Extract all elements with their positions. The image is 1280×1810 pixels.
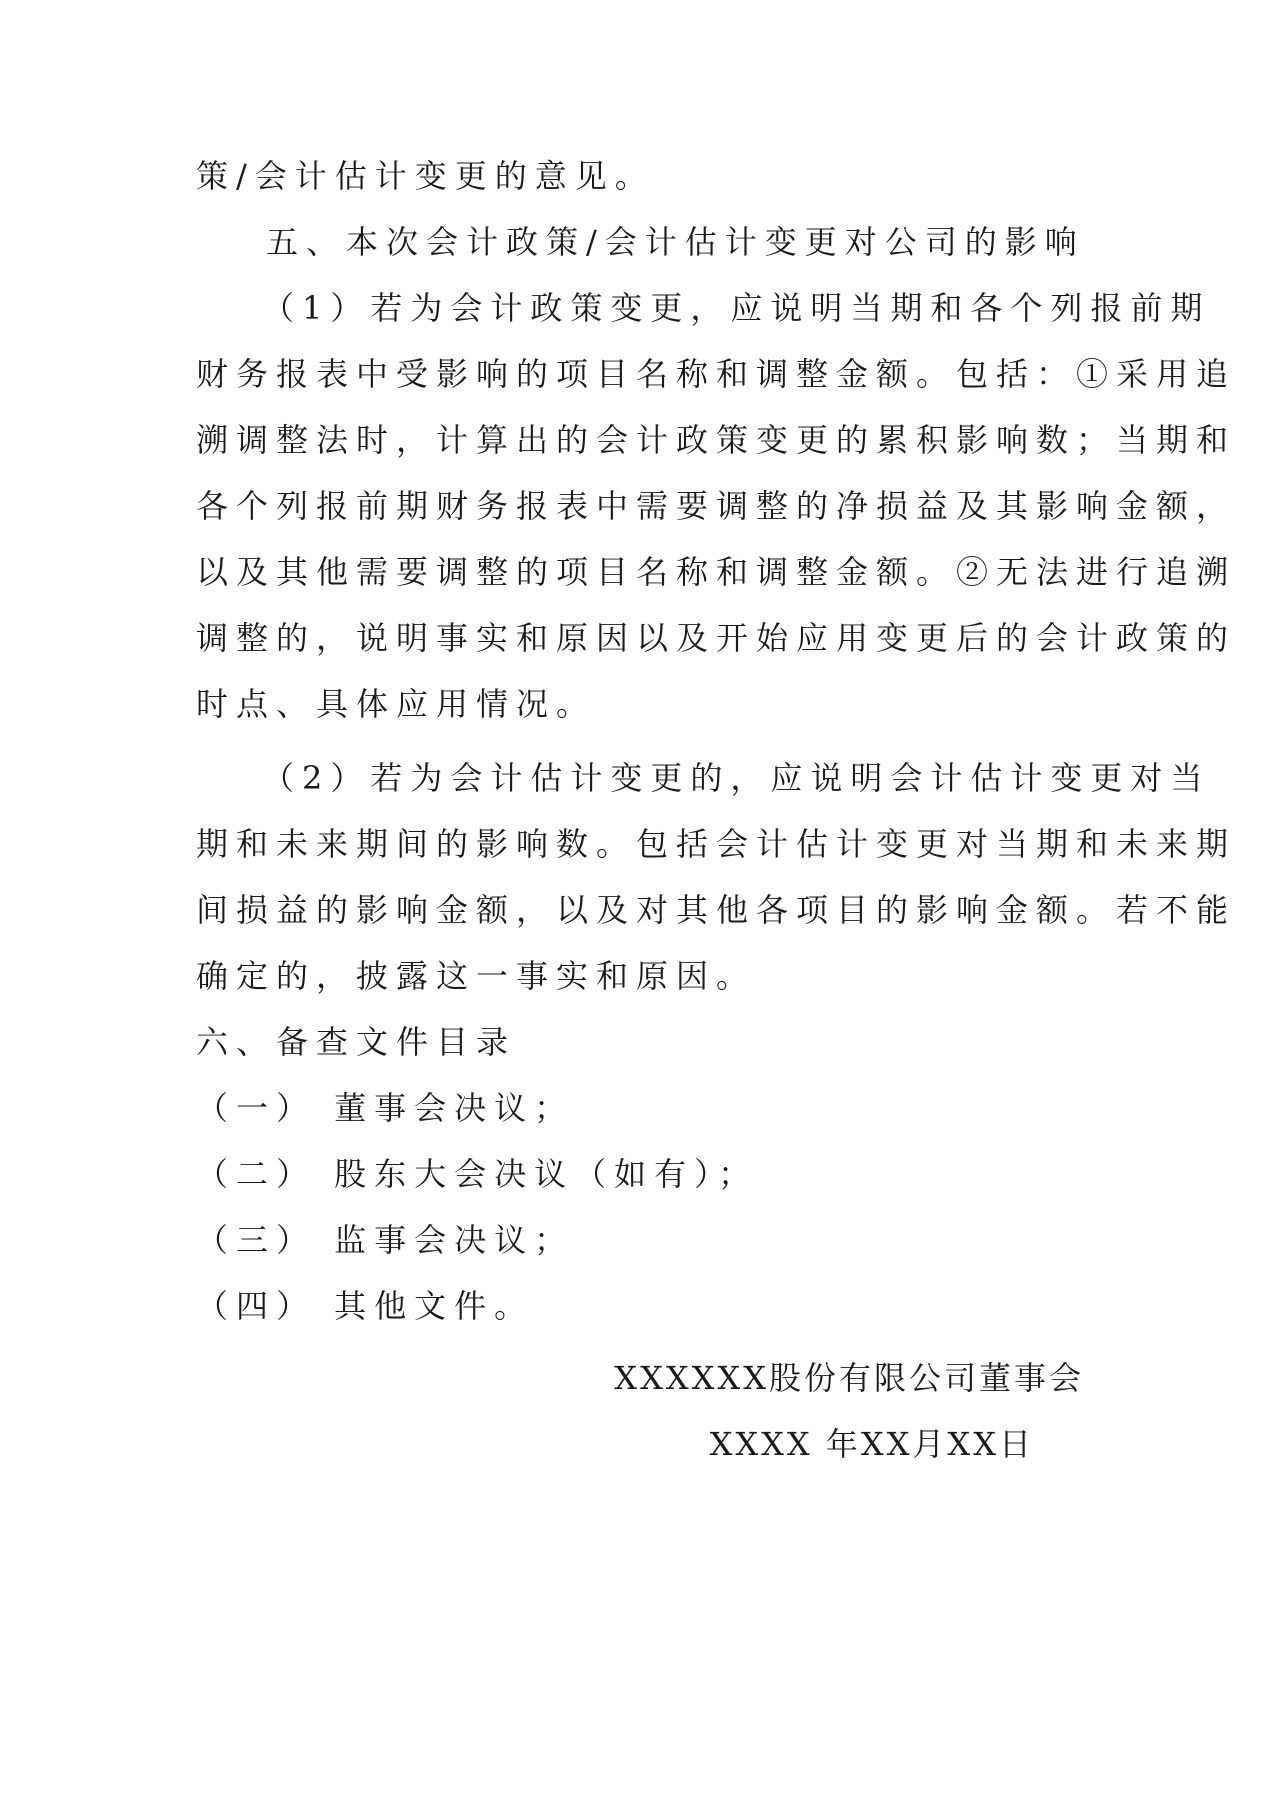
item-1-line-7: 时点、具体应用情况。 [196, 685, 597, 723]
file-item-3: （三） 监事会决议； [196, 1221, 575, 1259]
signature-company: XXXXXX股份有限公司董事会 [614, 1359, 1084, 1397]
item-1-line-6: 调整的，说明事实和原因以及开始应用变更后的会计政策的 [196, 619, 1237, 657]
section-6-heading: 六、备查文件目录 [196, 1023, 517, 1061]
file-item-1: （一） 董事会决议； [196, 1089, 575, 1127]
item-2-line-3: 间损益的影响金额，以及对其他各项目的影响金额。若不能 [196, 891, 1237, 929]
file-item-2: （二） 股东大会决议（如有）； [196, 1155, 759, 1193]
signature-date: XXXX 年XX月XX日 [709, 1425, 1034, 1463]
paragraph-tail: 策/会计估计变更的意见。 [196, 157, 655, 195]
section-5-heading: 五、本次会计政策/会计估计变更对公司的影响 [266, 223, 1085, 261]
item-1-line-4: 各个列报前期财务报表中需要调整的净损益及其影响金额， [196, 487, 1237, 525]
item-1-line-2: 财务报表中受影响的项目名称和调整金额。包括：①采用追 [196, 355, 1237, 393]
item-2-line-2: 期和未来期间的影响数。包括会计估计变更对当期和未来期 [196, 825, 1237, 863]
item-2-line-1: （2）若为会计估计变更的，应说明会计估计变更对当 [262, 759, 1211, 797]
file-item-4: （四） 其他文件。 [196, 1287, 535, 1325]
item-1-line-1: （1）若为会计政策变更，应说明当期和各个列报前期 [262, 289, 1211, 327]
item-1-line-3: 溯调整法时，计算出的会计政策变更的累积影响数；当期和 [196, 421, 1237, 459]
item-1-line-5: 以及其他需要调整的项目名称和调整金额。②无法进行追溯 [196, 553, 1237, 591]
item-2-line-4: 确定的，披露这一事实和原因。 [196, 957, 757, 995]
